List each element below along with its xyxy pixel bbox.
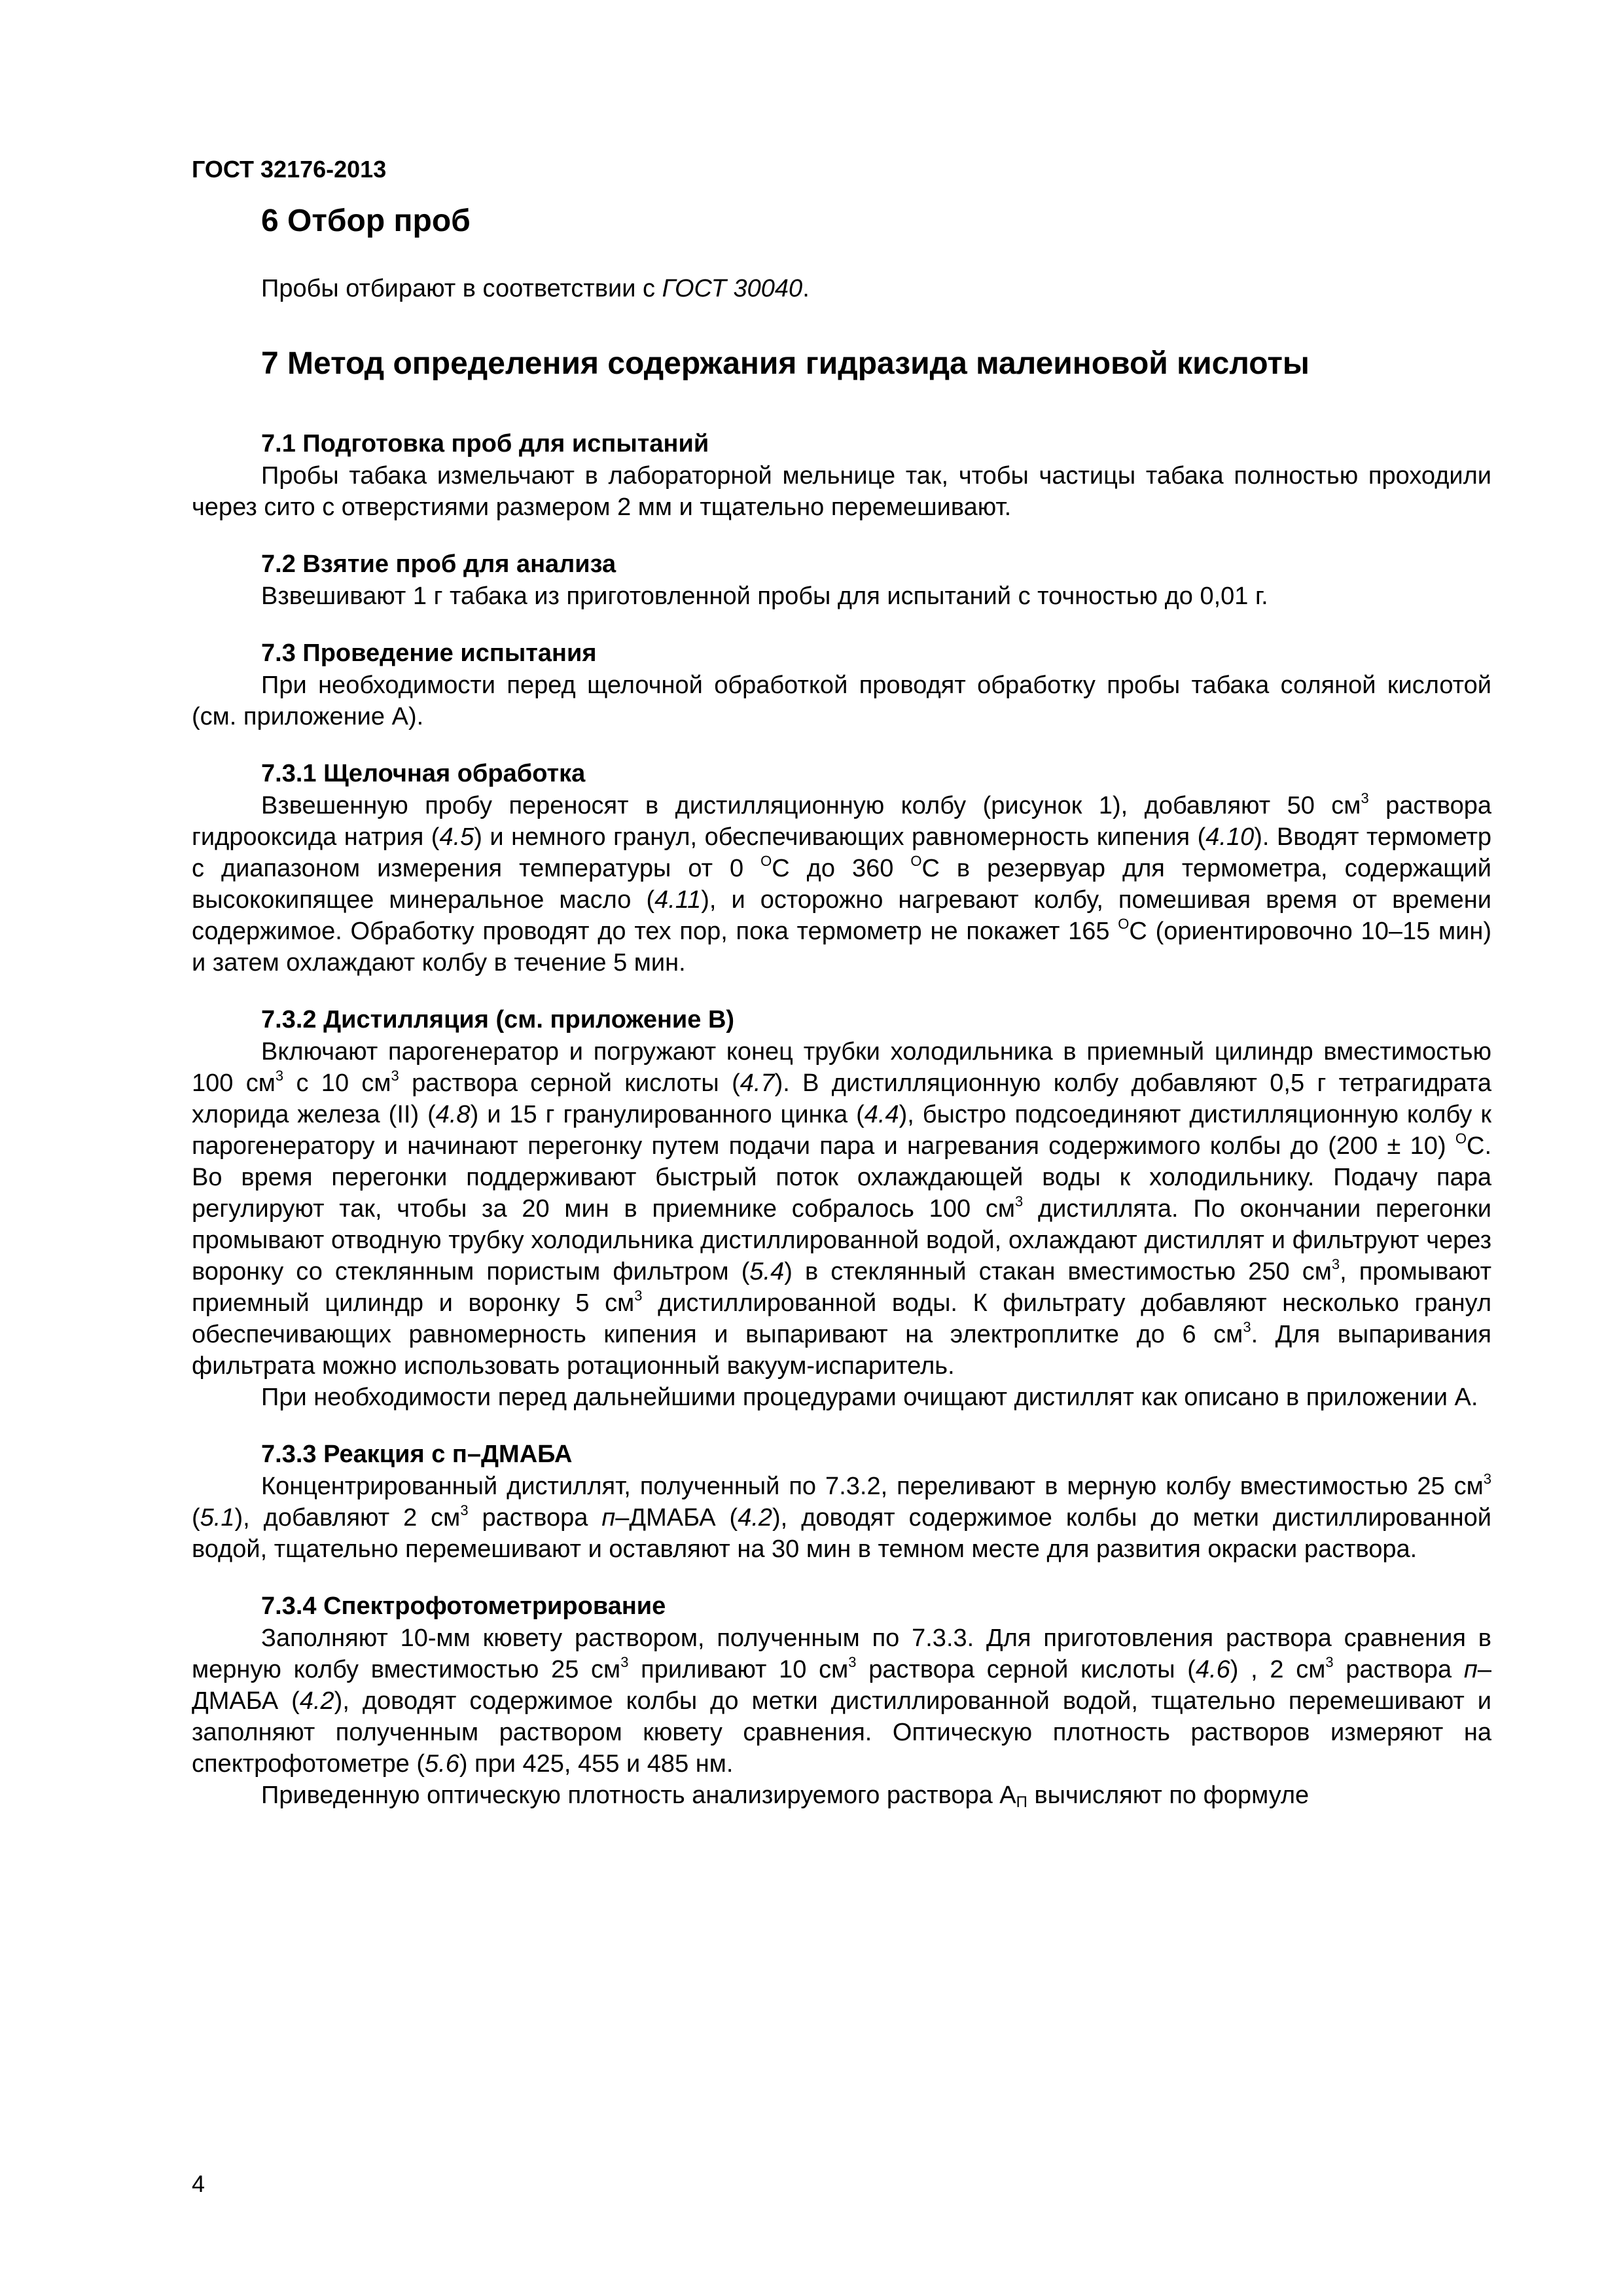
section-7-3-2-text: Включают парогенератор и погружают конец трубки холодильника в приемный цилиндр вместимостью 100 $см^3$ с 10 $см^3$ раствора серной кислоты (4.7). В дистилляционную колбу добавляют 0,5 г тетрагидрата хлорида железа (II) (4.8) и 15 г гранулированного цинка (4.4), быстро подсоединяют дистилляционную колбу к парогенератору и начинают перегонку путем подачи пара и нагревания содержимого колбы до (200 ± 10) $^О$С. Во время перегонки поддерживают быстрый поток охлаждающей воды к холодильнику. Подачу пара регулируют так, чтобы за 20 мин в приемнике собралось 100 $см^3$ дистиллята. По окончании перегонки промывают отводную трубку холодильника дистиллированной водой, охлаждают дистиллят и фильтруют через воронку со стеклянным пористым фильтром (5.4) в стеклянный стакан вместимостью 250 $см^3$, промывают приемный цилиндр и воронку 5 $см^3$ дистиллированной воды. К фильтрату добавляют несколько гранул обеспечивающих равномерность кипения и выпаривают на электроплитке до 6 $см^3$. Для выпаривания фильтрата можно использовать ротационный вакуум-испаритель. [192, 1038, 1492, 1380]
section-7-2-text: Взвешивают 1 г табака из приготовленной пробы для испытаний с точностью до 0,01 г. [261, 583, 1268, 610]
section-7-3-3-title: 7.3.3 Реакция с п–ДМАБА [261, 1441, 573, 1468]
section-6-title: 6 Отбор проб [261, 204, 471, 238]
section-7-3-title: 7.3 Проведение испытания [261, 639, 597, 667]
section-7-3-text: При необходимости перед щелочной обработкой проводят обработку пробы табака соляной кислотой (см. приложение А). [192, 672, 1491, 730]
page-number: 4 [192, 2170, 205, 2197]
section-6-text: Пробы отбирают в соответствии с ГОСТ 30040. [261, 275, 810, 302]
section-7-3-4-text: Заполняют 10-мм кювету раствором, полученным по 7.3.3. Для приготовления раствора сравнения в мерную колбу вместимостью 25 $см^3$ приливают 10 $см^3$ раствора серной кислоты (4.6) , 2 $см^3$ раствора п–ДМАБА (4.2), доводят содержимое колбы до метки дистиллированной водой, тщательно перемешивают и заполняют полученным раствором кювету сравнения. Оптическую плотность растворов измеряют на спектрофотометре (5.6) при 425, 455 и 485 нм. [192, 1624, 1491, 1778]
page-content [192, 200, 1491, 1811]
document-code: ГОСТ 32176-2013 [192, 156, 387, 183]
standard-reference: ГОСТ 30040 [662, 275, 803, 302]
section-7-3-1-text: Взвешенную пробу переносят в дистилляционную колбу (рисунок 1), добавляют 50 $см^3$ раствора гидрооксида натрия (4.5) и немного гранул, обеспечивающих равномерность кипения (4.10). Вводят термометр с диапазоном измерения температуры от 0 $^О$С до 360 $^О$С в резервуар для термометра, содержащий высококипящее минеральное масло (4.11), и осторожно нагревают колбу, помешивая время от времени содержимое. Обработку проводят до тех пор, пока термометр не покажет 165 $^О$С (ориентировочно 10–15 мин) и затем охлаждают колбу в течение 5 мин. [192, 790, 1492, 977]
section-7-2-title: 7.2 Взятие проб для анализа [261, 550, 616, 578]
section-7-3-2-text-2: При необходимости перед дальнейшими процедурами очищают дистиллят как описано в приложении А. [261, 1384, 1478, 1411]
section-7-3-4-title: 7.3.4 Спектрофотометрирование [261, 1592, 666, 1620]
section-7-3-2-title: 7.3.2 Дистилляция (см. приложение В) [261, 1006, 735, 1033]
section-7-1-text: Пробы табака измельчают в лабораторной мельнице так, чтобы частицы табака полностью проходили через сито с отверстиями размером 2 мм и тщательно перемешивают. [192, 462, 1491, 521]
section-7-3-1-title: 7.3.1 Щелочная обработка [261, 760, 586, 787]
section-7-3-3-text: Концентрированный дистиллят, полученный по 7.3.2, переливают в мерную колбу вместимостью 25 $см^3$ (5.1), добавляют 2 $см^3$ раствора п–ДМАБА (4.2), доводят содержимое колбы до метки дистиллированной водой, тщательно перемешивают и оставляют на 30 мин в темном месте для развития окраски раствора. [192, 1471, 1491, 1563]
section-7-title: 7 Метод определения содержания гидразида малеиновой кислоты [261, 346, 1310, 381]
section-7-1-title: 7.1 Подготовка проб для испытаний [261, 430, 709, 457]
section-7-3-4-text-2: Приведенную оптическую плотность анализируемого раствора $А_П$ вычисляют по формуле [261, 1782, 1310, 1811]
